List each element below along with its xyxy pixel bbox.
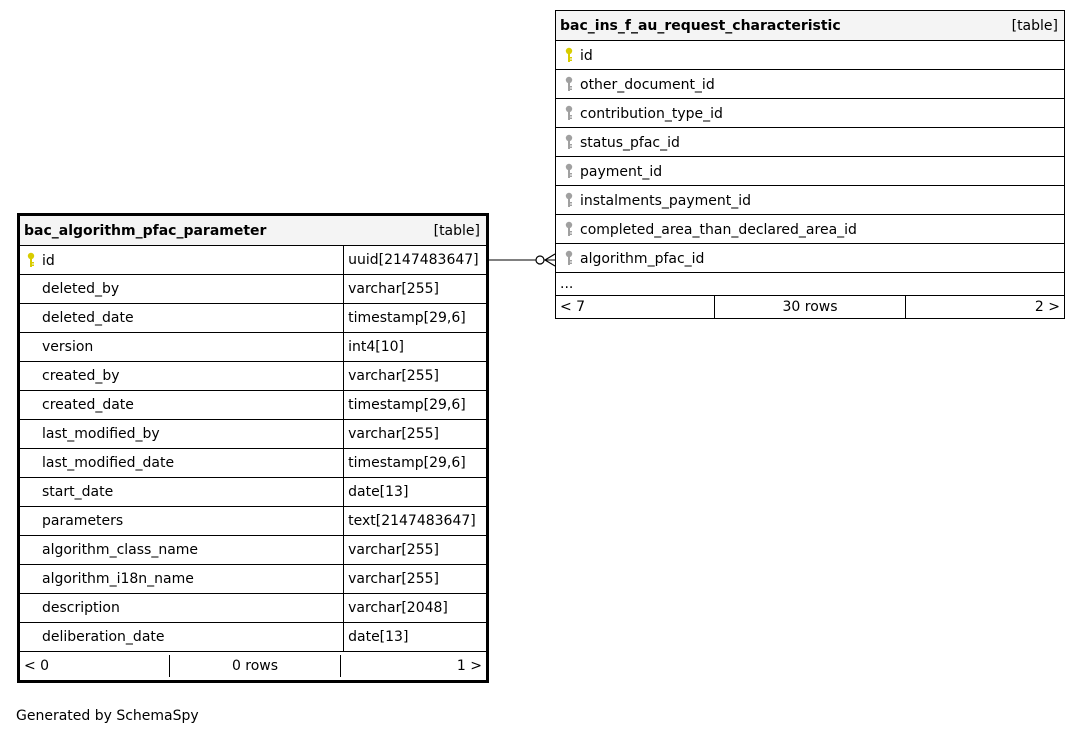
table-footer [556,296,1065,319]
generated-by-label: Generated by SchemaSpy [16,708,199,724]
column-row[interactable] [19,304,488,333]
table-header [19,215,488,246]
foreign-key-icon [564,192,574,208]
column-name: deliberation_date [42,629,165,645]
footer-row-count: 30 rows [715,296,906,319]
column-row[interactable] [19,275,488,304]
column-row[interactable] [19,449,488,478]
column-type: varchar[255] [348,571,439,587]
table-title[interactable]: bac_ins_f_au_request_characteristic [560,17,841,34]
foreign-key-icon [564,163,574,179]
foreign-key-icon [564,76,574,92]
foreign-key-icon [564,221,574,237]
column-name: last_modified_date [42,455,175,471]
table-footer-row [19,652,488,682]
ellipsis-text: ... [556,273,1065,296]
column-name: algorithm_pfac_id [580,250,705,267]
column-name: algorithm_class_name [42,542,199,558]
table-kind: [table] [433,222,480,239]
foreign-key-icon [564,134,574,150]
footer-prev-link[interactable]: < 7 [556,296,715,319]
column-name: deleted_date [42,310,134,326]
column-name: version [42,339,94,355]
primary-key-icon [26,252,36,268]
column-row[interactable] [556,128,1065,157]
footer-next-link[interactable]: 1 > [456,658,482,674]
column-name: instalments_payment_id [580,192,752,209]
column-type: varchar[255] [348,281,439,297]
column-name: start_date [42,484,114,500]
column-name: created_by [42,368,120,384]
column-name: algorithm_i18n_name [42,571,194,587]
footer-prev-link[interactable]: < 0 [20,655,170,677]
footer-row-count: 0 rows [170,655,341,677]
column-type: date[13] [348,629,409,645]
column-row[interactable] [556,244,1065,273]
column-name: completed_area_than_declared_area_id [580,221,857,238]
column-row[interactable] [556,186,1065,215]
column-row[interactable] [556,215,1065,244]
column-type: uuid[2147483647] [348,252,479,268]
column-type: text[2147483647] [348,513,476,529]
column-name: parameters [42,513,124,529]
column-row[interactable] [556,99,1065,128]
column-name: deleted_by [42,281,120,297]
column-row[interactable] [19,565,488,594]
column-type: timestamp[29,6] [348,455,466,471]
column-name: description [42,600,120,616]
table-header [556,11,1065,41]
table-bac-algorithm-pfac-parameter[interactable] [17,213,489,683]
column-name: other_document_id [580,76,715,93]
footer-next-link[interactable]: 2 > [906,296,1065,319]
column-type: timestamp[29,6] [348,310,466,326]
crowfoot-upper [545,254,555,260]
column-type: varchar[255] [348,426,439,442]
column-name: last_modified_by [42,426,160,442]
column-type: timestamp[29,6] [348,397,466,413]
column-name: payment_id [580,163,663,180]
column-row[interactable] [19,594,488,623]
column-type: varchar[255] [348,368,439,384]
column-name: status_pfac_id [580,134,680,151]
column-row[interactable] [19,507,488,536]
column-name: id [580,47,593,64]
column-name: id [42,252,55,269]
column-row[interactable] [19,333,488,362]
ellipsis-row [556,273,1065,296]
zero-cardinality-circle [536,256,544,264]
column-row[interactable] [19,420,488,449]
column-row[interactable] [19,391,488,420]
column-type: date[13] [348,484,409,500]
primary-key-icon [564,47,574,63]
column-name: contribution_type_id [580,105,723,122]
column-name: created_date [42,397,134,413]
column-row[interactable] [19,362,488,391]
column-row[interactable] [19,536,488,565]
column-row[interactable] [556,157,1065,186]
column-row[interactable] [19,478,488,507]
foreign-key-icon [564,105,574,121]
foreign-key-icon [564,250,574,266]
column-row[interactable] [19,246,488,275]
column-row[interactable] [19,623,488,652]
table-kind: [table] [1011,17,1058,34]
column-row[interactable] [556,41,1065,70]
column-type: varchar[2048] [348,600,448,616]
column-type: varchar[255] [348,542,439,558]
column-type: int4[10] [348,339,405,355]
table-bac-ins-f-au-request-characteristic[interactable] [555,10,1065,319]
table-title[interactable]: bac_algorithm_pfac_parameter [24,222,267,239]
crowfoot-lower [545,260,555,266]
column-row[interactable] [556,70,1065,99]
